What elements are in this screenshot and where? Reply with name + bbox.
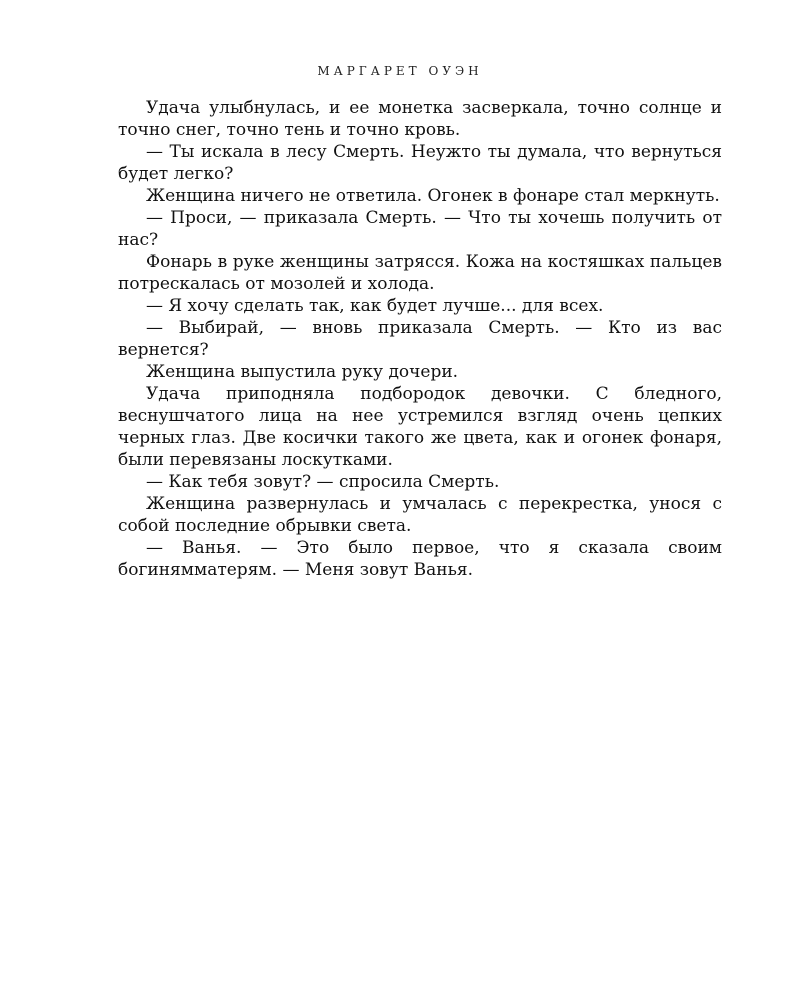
paragraph: Женщина развернулась и умчалась с перекрестка, унося с собой последние обрывки света. [118, 494, 722, 536]
paragraph: Удача улыбнулась, и ее монетка засверкала, точно солнце и точно снег, точно тень и точно кровь. [118, 98, 722, 140]
paragraph: — Выбирай, — вновь приказала Смерть. — Кто из вас вернется? [118, 318, 722, 360]
paragraph: Женщина ничего не ответила. Огонек в фонаре стал меркнуть. [146, 186, 720, 206]
running-head-author: МАРГАРЕТ ОУЭН [317, 64, 483, 78]
paragraph: — Проси, — приказала Смерть. — Что ты хочешь получить от нас? [118, 208, 722, 250]
body-text [118, 97, 722, 581]
paragraph: Женщина выпустила руку дочери. [146, 362, 459, 382]
paragraph: — Я хочу сделать так, как будет лучше... для всех. [146, 296, 604, 316]
paragraph: — Ты искала в лесу Смерть. Неужто ты думала, что вернуться будет легко? [118, 142, 722, 184]
paragraph: Удача приподняла подбородок девочки. С бледного, веснушчатого лица на нее устремился взгляд очень цепких черных глаз. Две косички такого же цвета, как и огонек фонаря, были перевязаны лоскутками. [118, 384, 722, 470]
paragraph: — Ванья. — Это было первое, что я сказала своим богинямматерям. — Меня зовут Ванья. [118, 538, 722, 580]
paragraph: — Как тебя зовут? — спросила Смерть. [146, 472, 500, 492]
paragraph: Фонарь в руке женщины затрясся. Кожа на костяшках пальцев потрескалась от мозолей и холода. [118, 252, 722, 294]
